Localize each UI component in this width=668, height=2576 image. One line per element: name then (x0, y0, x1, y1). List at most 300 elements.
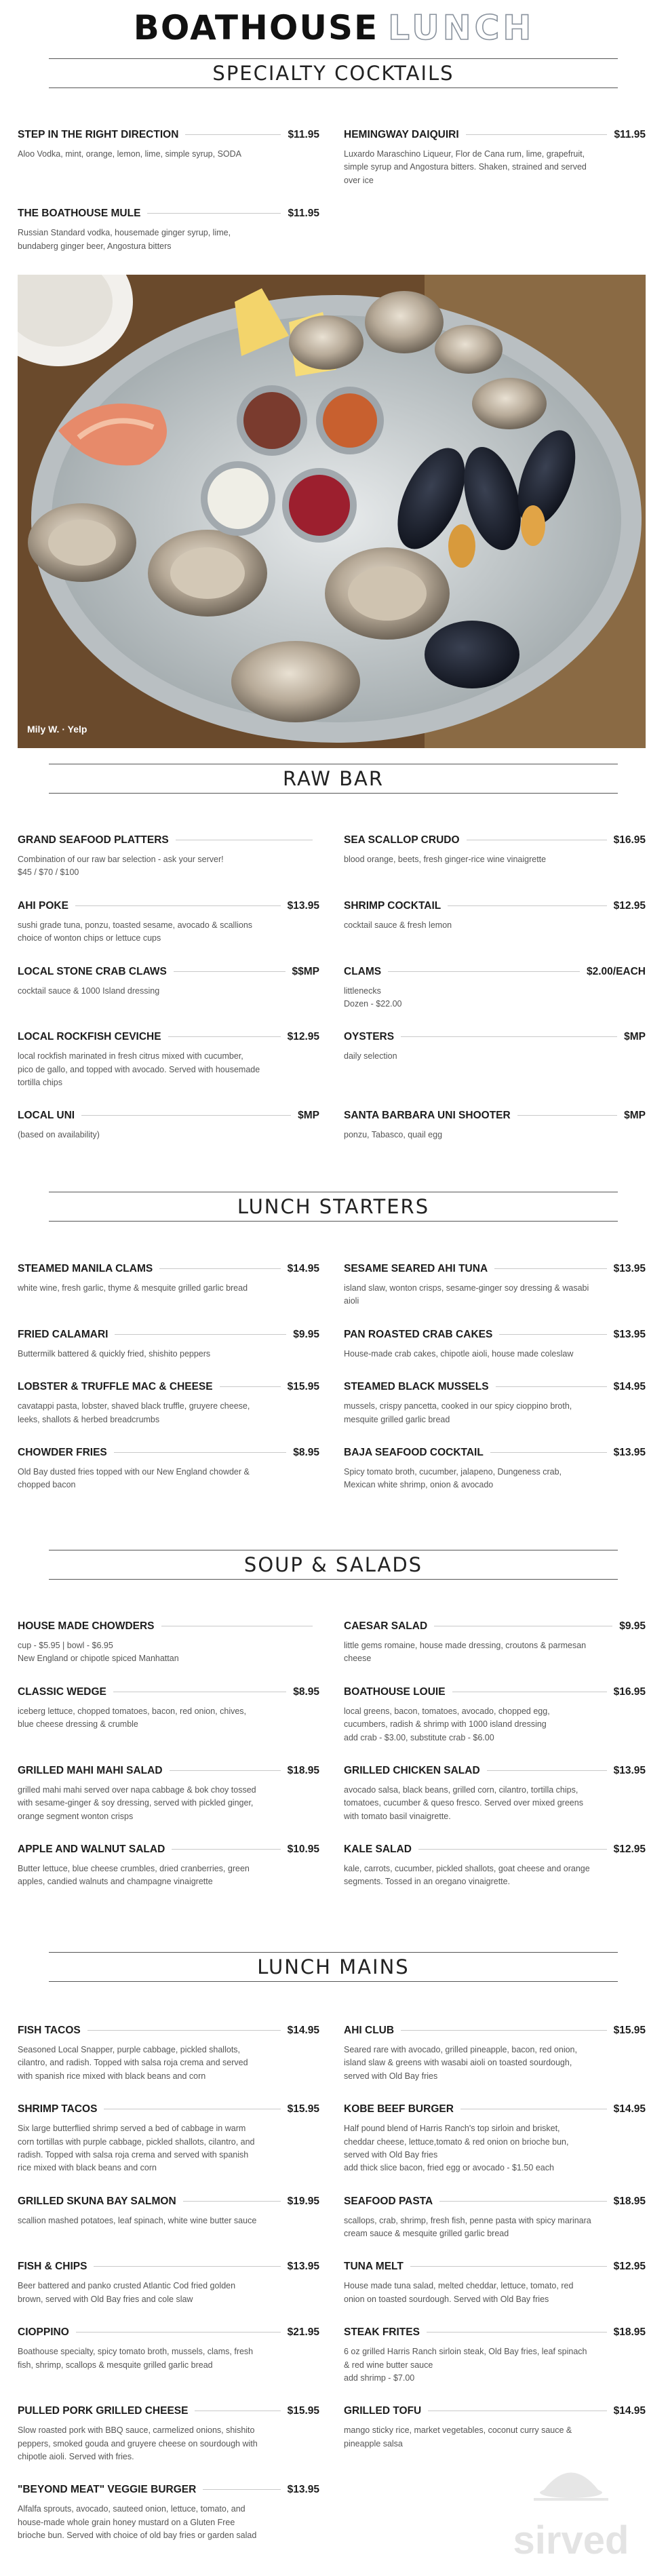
description-line: corn tortillas with purple cabbage, pickled shallots, cilantro, and (18, 2136, 255, 2147)
description-line: New England or chipotle spiced Manhattan (18, 1654, 179, 1664)
menu-item (18, 1031, 319, 1089)
description-line: & red wine butter sauce (344, 2360, 433, 2370)
menu-column (18, 2261, 319, 2326)
item-header (18, 129, 319, 141)
item-header (18, 2261, 319, 2273)
description-line: onion on toasted sourdough. Served with Old Bay fries (344, 2294, 549, 2304)
menu-item (344, 900, 646, 932)
description-line: House made tuna salad, melted cheddar, lettuce, tomato, red (344, 2281, 574, 2291)
item-header (344, 2196, 646, 2208)
menu-item (344, 1447, 646, 1492)
item-header (344, 1843, 646, 1856)
item-description (344, 1400, 646, 1426)
item-name: SEA SCALLOP CRUDO (344, 834, 460, 846)
item-price: $14.95 (613, 2405, 646, 2417)
item-price: $11.95 (288, 129, 319, 140)
item-price: $18.95 (287, 1764, 319, 1776)
menu-row (18, 1263, 646, 1329)
description-line: House-made crab cakes, chipotle aioli, house made coleslaw (344, 1348, 574, 1359)
description-line: with sesame-ginger & soy dressing, served with pickled ginger, (18, 1798, 254, 1808)
item-name: KOBE BEEF BURGER (344, 2103, 454, 2115)
item-price: $13.95 (287, 2261, 319, 2273)
item-name: CLAMS (344, 965, 382, 977)
menu-item (344, 1110, 646, 1141)
item-price: $10.95 (287, 1843, 319, 1855)
menu-item (18, 1686, 319, 1732)
item-name: CAESAR SALAD (344, 1620, 428, 1632)
item-name: FRIED CALAMARI (18, 1328, 109, 1340)
item-name: PULLED PORK GRILLED CHEESE (18, 2405, 189, 2417)
menu-item (18, 966, 319, 998)
section-items (18, 129, 646, 273)
description-line: leeks, shallots & herbed breadcrumbs (18, 1414, 160, 1424)
item-header (344, 1620, 646, 1633)
menu-item (344, 1686, 646, 1744)
description-line: cocktail sauce & 1000 Island dressing (18, 985, 160, 996)
item-header (344, 834, 646, 846)
menu-item (18, 900, 319, 945)
description-line: fish, shrimp, scallops & mesquite grilled garlic bread (18, 2360, 213, 2370)
menu-column (18, 966, 319, 1032)
menu-row (18, 2025, 646, 2103)
item-name: FISH & CHIPS (18, 2261, 87, 2273)
item-header (18, 2484, 319, 2496)
menu-item (344, 1381, 646, 1426)
menu-item (18, 2196, 319, 2227)
leader-line (494, 1268, 606, 1269)
item-name: GRILLED MAHI MAHI SALAD (18, 1764, 163, 1776)
leader-line (168, 1036, 281, 1037)
menu-item (18, 129, 319, 161)
item-name: HOUSE MADE CHOWDERS (18, 1620, 155, 1632)
description-line: simple syrup and Angostura bitters. Shaken, strained and served (344, 162, 587, 172)
leader-line (427, 2332, 607, 2333)
item-description (18, 1705, 319, 1732)
item-header (344, 1686, 646, 1698)
item-price: $11.95 (614, 129, 646, 140)
title-main: BOATHOUSE (133, 8, 379, 47)
menu-item (18, 834, 319, 880)
item-name: STEP IN THE RIGHT DIRECTION (18, 129, 179, 140)
item-header (18, 966, 319, 978)
leader-line (170, 1770, 281, 1771)
item-price: $14.95 (613, 1381, 646, 1393)
item-name: CIOPPINO (18, 2326, 69, 2339)
description-line: Alfalfa sprouts, avocado, sauteed onion, lettuce, tomato, and (18, 2504, 245, 2514)
leader-line (496, 1386, 607, 1387)
leader-line (75, 905, 281, 906)
watermark-text: sirved (513, 2518, 629, 2562)
item-description (18, 2280, 319, 2306)
description-line: iceberg lettuce, chopped tomatoes, bacon, red onion, chives, (18, 1706, 247, 1716)
menu-item (18, 1620, 319, 1666)
item-header (18, 2025, 319, 2037)
item-description (344, 1466, 646, 1492)
item-price: $MP (624, 1110, 646, 1122)
description-line: Beer battered and panko crusted Atlantic Cod fried golden (18, 2281, 236, 2291)
item-description (18, 227, 319, 253)
item-price: $MP (624, 1031, 646, 1043)
item-description (344, 853, 646, 866)
item-price: $8.95 (293, 1446, 319, 1458)
item-header (18, 1110, 319, 1122)
description-line: local rockfish marinated in fresh citrus mixed with cucumber, (18, 1051, 243, 1061)
menu-column (18, 834, 319, 900)
menu-item (18, 1843, 319, 1889)
description-line: cheddar cheese, lettuce,tomato & red onion on brioche bun, (344, 2136, 569, 2147)
item-price: $16.95 (613, 834, 646, 846)
menu-row (18, 1329, 646, 1381)
description-line: cilantro, and radish. Topped with salsa roja crema and served (18, 2058, 248, 2068)
item-description (344, 1862, 646, 1889)
item-name: STEAMED MANILA CLAMS (18, 1263, 153, 1274)
leader-line (114, 1452, 286, 1453)
description-line: choice of wonton chips or lettuce cups (18, 933, 161, 943)
item-description (344, 1348, 646, 1361)
item-header (344, 900, 646, 912)
leader-line (159, 1268, 280, 1269)
menu-column (344, 1843, 646, 1909)
description-line: kale, carrots, cucumber, pickled shallots, goat cheese and orange (344, 1864, 590, 1873)
leader-line (87, 2030, 281, 2031)
menu-item (18, 1447, 319, 1492)
item-price: $15.95 (287, 1381, 319, 1393)
menu-row (18, 1686, 646, 1765)
item-name: APPLE AND WALNUT SALAD (18, 1843, 165, 1855)
item-description (18, 1129, 319, 1141)
menu-row (18, 208, 646, 273)
item-header (18, 2103, 319, 2115)
item-price: $12.95 (613, 2261, 646, 2273)
menu-item (344, 2025, 646, 2083)
menu-item (18, 2103, 319, 2175)
description-line: cream sauce & mesquite grilled garlic bread (344, 2229, 509, 2238)
item-description (18, 2424, 319, 2463)
menu-column (344, 1031, 646, 1110)
section-items (18, 1620, 646, 1909)
description-line: house-made whole grain honey mustard on a Gluten Free (18, 2517, 235, 2527)
description-line: served with Old Bay fries (344, 2149, 438, 2160)
item-description (18, 2345, 319, 2372)
description-line: sushi grade tuna, ponzu, toasted sesame, avocado & scallions (18, 920, 253, 930)
item-name: SHRIMP TACOS (18, 2103, 98, 2115)
item-header (344, 1031, 646, 1043)
description-line: cup - $5.95 | bowl - $6.95 (18, 1641, 113, 1650)
description-line: island slaw, wonton crisps, sesame-ginger soy dressing & wasabi (344, 1283, 589, 1293)
item-price: $9.95 (619, 1620, 646, 1632)
description-line: Seasoned Local Snapper, purple cabbage, pickled shallots, (18, 2045, 241, 2054)
section-heading-cocktails: SPECIALTY COCKTAILS (49, 58, 618, 88)
menu-column (344, 2326, 646, 2405)
item-description (18, 1348, 319, 1361)
item-description (18, 1784, 319, 1823)
item-price: $12.95 (613, 899, 646, 912)
menu-column (18, 1329, 319, 1381)
description-line: Half pound blend of Harris Ranch's top sirloin and brisket, (344, 2124, 560, 2134)
leader-line (185, 134, 281, 135)
item-description (344, 2424, 646, 2451)
description-line: Dozen - $22.00 (344, 998, 402, 1009)
description-line: Butter lettuce, blue cheese crumbles, dried cranberries, green (18, 1864, 250, 1873)
item-price: $18.95 (613, 2326, 646, 2339)
menu-column (18, 2103, 319, 2196)
description-line: Six large butterflied shrimp served a bed of cabbage in warm (18, 2124, 246, 2134)
item-description (344, 2345, 646, 2385)
description-line: bundaberg ginger beer, Angostura bitters (18, 241, 172, 251)
menu-item (344, 1329, 646, 1361)
item-name: HEMINGWAY DAIQUIRI (344, 129, 459, 140)
item-header (344, 2405, 646, 2417)
menu-item (18, 1381, 319, 1426)
item-header (344, 2025, 646, 2037)
description-line: tortilla chips (18, 1078, 62, 1087)
item-header (18, 1843, 319, 1856)
item-description (344, 2122, 646, 2175)
description-line: rice mixed with black beans and corn (18, 2163, 157, 2173)
description-line: ponzu, Tabasco, quail egg (344, 1130, 443, 1140)
menu-column (18, 2405, 319, 2484)
description-line: with spanish rice mixed with black beans and corn (18, 2071, 206, 2081)
menu-column (18, 2196, 319, 2261)
description-line: local greens, bacon, tomatoes, avocado, chopped egg, (344, 1706, 550, 1716)
menu-column (344, 1381, 646, 1447)
section-items (18, 834, 646, 1163)
leader-line (418, 1849, 607, 1850)
photo-credit: Mily W. · Yelp (27, 724, 87, 735)
description-line: 6 oz grilled Harris Ranch sirloin steak, Old Bay fries, leaf spinach (344, 2347, 587, 2357)
item-price: $13.95 (287, 2484, 319, 2496)
item-name: CHOWDER FRIES (18, 1446, 107, 1458)
item-description (18, 148, 319, 161)
description-line: Luxardo Maraschino Liqueur, Flor de Cana rum, lime, grapefruit, (344, 149, 585, 159)
leader-line (147, 213, 281, 214)
item-header (18, 1329, 319, 1341)
menu-row (18, 2326, 646, 2405)
item-description (18, 1639, 319, 1666)
item-description (344, 1705, 646, 1744)
item-price: $19.95 (287, 2195, 319, 2207)
description-line: aioli (344, 1296, 359, 1306)
menu-column (18, 208, 319, 273)
item-name: LOCAL ROCKFISH CEVICHE (18, 1031, 161, 1043)
menu-column (18, 1381, 319, 1447)
item-price: $11.95 (288, 208, 319, 220)
item-header (344, 129, 646, 141)
menu-column (18, 1110, 319, 1162)
description-line: chipotle aioli. Served with fries. (18, 2452, 134, 2461)
description-line: scallops, crab, shrimp, fresh fish, penne pasta with spicy marinara (344, 2215, 591, 2225)
item-description (18, 2214, 319, 2227)
menu-row (18, 1110, 646, 1162)
description-line: pineapple salsa (344, 2438, 403, 2448)
menu-column (344, 1765, 646, 1843)
leader-line (174, 971, 286, 972)
item-header (18, 900, 319, 912)
leader-line (388, 971, 580, 972)
menu-column (344, 2103, 646, 2196)
item-header (344, 1110, 646, 1122)
leader-line (94, 2266, 280, 2267)
item-header (344, 1765, 646, 1777)
menu-row (18, 129, 646, 208)
item-header (18, 2405, 319, 2417)
description-line: Aloo Vodka, mint, orange, lemon, lime, simple syrup, SODA (18, 149, 242, 159)
item-description (344, 2214, 646, 2241)
item-price: $13.95 (613, 1263, 646, 1274)
item-header (18, 2196, 319, 2208)
section-heading-soup-salads: SOUP & SALADS (49, 1550, 618, 1580)
item-description (344, 2280, 646, 2306)
menu-column (344, 834, 646, 900)
description-line: tomatoes, cucumber & queso fresco. Served over mixed greens (344, 1798, 583, 1808)
item-header (18, 1263, 319, 1275)
menu-column (18, 2326, 319, 2405)
menu-column (18, 2484, 319, 2562)
menu-column (344, 1620, 646, 1686)
item-price: $$MP (292, 965, 319, 977)
description-line: with tomato basil vinaigrette. (344, 1811, 451, 1821)
item-description (18, 985, 319, 998)
menu-item (18, 2484, 319, 2542)
menu-column (344, 900, 646, 966)
menu-item (18, 1765, 319, 1823)
item-name: PAN ROASTED CRAB CAKES (344, 1328, 493, 1340)
menu-item (344, 2196, 646, 2241)
menu-item (18, 2405, 319, 2463)
description-line: cheese (344, 1654, 372, 1664)
item-header (344, 1381, 646, 1393)
item-price: $13.95 (613, 1328, 646, 1340)
item-description (18, 2044, 319, 2083)
description-line: blue cheese dressing & crumble (18, 1719, 138, 1730)
description-line: cavatappi pasta, lobster, shaved black truffle, gruyere cheese, (18, 1401, 250, 1411)
section-heading-lunch-starters: LUNCH STARTERS (49, 1192, 618, 1222)
description-line: apples, candied walnuts and champagne vinaigrette (18, 1877, 213, 1887)
menu-item (18, 1329, 319, 1361)
sirved-watermark (486, 2459, 656, 2567)
item-price: $14.95 (287, 2025, 319, 2036)
item-header (18, 1381, 319, 1393)
description-line: brioche bun. Served with choice of old bay fries or garden salad (18, 2531, 257, 2541)
leader-line (448, 905, 606, 906)
item-name: GRILLED SKUNA BAY SALMON (18, 2195, 176, 2207)
description-line: Buttermilk battered & quickly fried, shishito peppers (18, 1348, 211, 1359)
menu-column (344, 1263, 646, 1329)
menu-row (18, 2196, 646, 2261)
menu-row (18, 1381, 646, 1447)
item-name: AHI POKE (18, 899, 68, 912)
description-line: over ice (344, 175, 374, 185)
description-line: mussels, crispy pancetta, cooked in our spicy cioppino broth, (344, 1401, 572, 1411)
description-line: chopped bacon (18, 1480, 76, 1490)
item-name: SANTA BARBARA UNI SHOOTER (344, 1110, 511, 1122)
item-price: $MP (298, 1110, 319, 1122)
item-name: SEAFOOD PASTA (344, 2195, 433, 2207)
leader-line (466, 134, 608, 135)
menu-title (0, 8, 668, 47)
menu-column (344, 2025, 646, 2103)
item-name: BAJA SEAFOOD COCKTAIL (344, 1446, 484, 1458)
description-line: segments. Tossed in an oregano vinaigrette. (344, 1877, 511, 1887)
item-header (18, 1686, 319, 1698)
item-description (344, 2044, 646, 2083)
menu-row (18, 1620, 646, 1686)
menu-column (18, 1447, 319, 1513)
description-line: mango sticky rice, market vegetables, coconut curry sauce & (344, 2425, 572, 2436)
description-line: orange segment wonton crisps (18, 1811, 134, 1821)
seafood-platter-photo (18, 275, 646, 748)
description-line: $45 / $70 / $100 (18, 867, 79, 878)
menu-column (18, 1765, 319, 1843)
item-name: LOCAL STONE CRAB CLAWS (18, 965, 167, 977)
item-name: BOATHOUSE LOUIE (344, 1685, 446, 1698)
description-line: Boathouse specialty, spicy tomato broth, mussels, clams, fresh (18, 2347, 254, 2357)
menu-row (18, 1031, 646, 1110)
leader-line (487, 1770, 607, 1771)
title-accent: LUNCH (388, 8, 535, 47)
menu-column (344, 129, 646, 208)
menu-item (344, 1843, 646, 1889)
item-price: $2.00/EACH (586, 965, 646, 977)
description-line: scallion mashed potatoes, leaf spinach, white wine butter sauce (18, 2215, 257, 2225)
menu-column (18, 2025, 319, 2103)
menu-item (344, 2103, 646, 2175)
menu-item (18, 2025, 319, 2083)
item-header (344, 2326, 646, 2339)
menu-row (18, 1447, 646, 1513)
leader-line (410, 2266, 607, 2267)
item-name: GRILLED TOFU (344, 2405, 422, 2417)
menu-column (344, 1447, 646, 1513)
description-line: grilled mahi mahi served over napa cabbage & bok choy tossed (18, 1784, 256, 1795)
item-description (18, 1400, 319, 1426)
item-name: THE BOATHOUSE MULE (18, 208, 141, 220)
description-line: Old Bay dusted fries topped with our New England chowder & (18, 1466, 250, 1477)
item-description (344, 1639, 646, 1666)
menu-item (18, 1263, 319, 1295)
item-header (18, 1620, 319, 1633)
description-line: Mexican white shrimp, onion & avocado (344, 1480, 494, 1490)
menu-column (18, 129, 319, 208)
menu-item (18, 208, 319, 253)
description-line: Combination of our raw bar selection - ask your server! (18, 855, 224, 864)
item-header (344, 1329, 646, 1341)
menu-item (344, 1263, 646, 1308)
item-price: $14.95 (613, 2103, 646, 2115)
item-header (344, 2261, 646, 2273)
menu-row (18, 1843, 646, 1909)
leader-line (81, 1115, 291, 1116)
description-line: cucumbers, radish & shrimp with 1000 island dressing (344, 1719, 547, 1730)
item-description (18, 1282, 319, 1295)
leader-line (517, 1115, 617, 1116)
description-line: served with Old Bay fries (344, 2071, 438, 2081)
description-line: island slaw & greens with wasabi aioli on toasted sourdough, (344, 2058, 572, 2068)
leader-line (203, 2489, 280, 2490)
item-description (344, 1784, 646, 1823)
description-line: peppers, smoked gouda and gruyere cheese on sourdough with (18, 2438, 258, 2448)
item-name: AHI CLUB (344, 2025, 395, 2036)
item-description (18, 1050, 319, 1089)
item-price: $14.95 (287, 1263, 319, 1274)
item-header (18, 834, 319, 846)
item-price: $13.95 (613, 1764, 646, 1776)
item-name: SHRIMP COCKTAIL (344, 899, 441, 912)
item-price: $15.95 (287, 2405, 319, 2417)
item-header (344, 1263, 646, 1275)
item-description (344, 1050, 646, 1063)
description-line: avocado salsa, black beans, grilled corn, cilantro, tortilla chips, (344, 1784, 578, 1795)
